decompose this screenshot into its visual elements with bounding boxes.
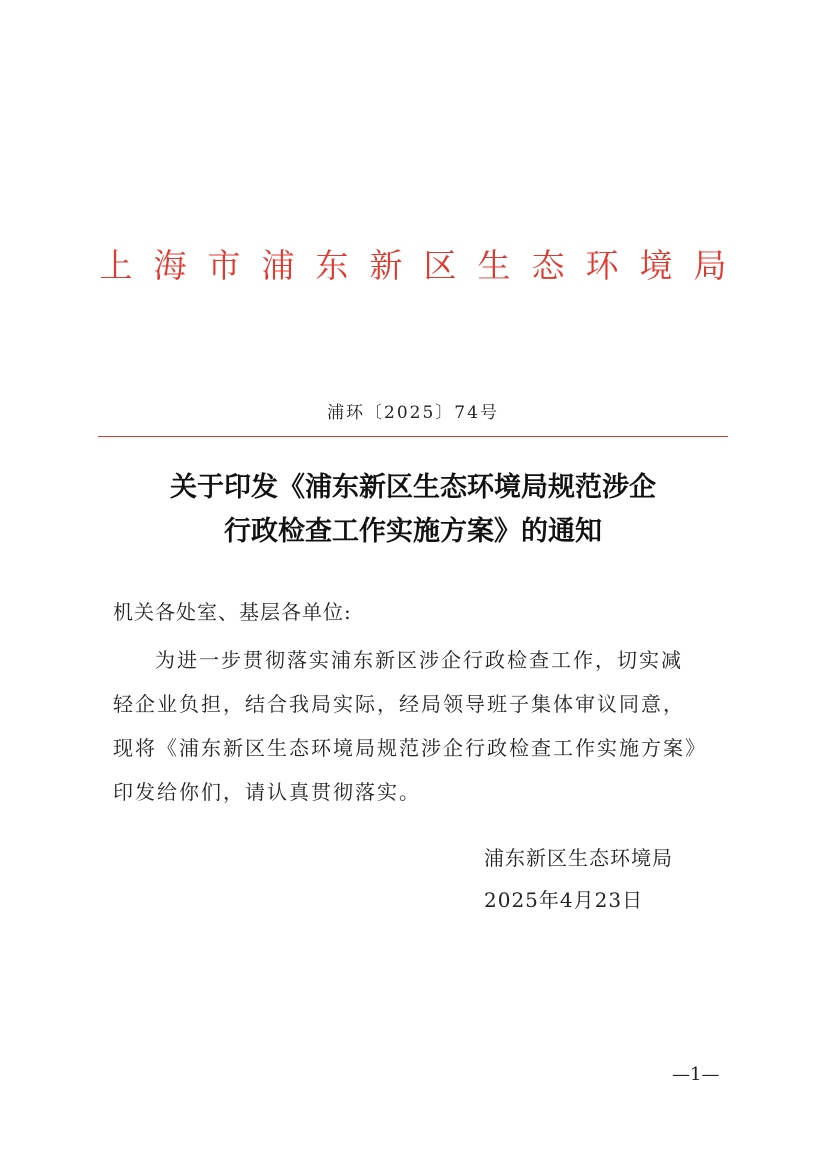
body-line: 轻企业负担，结合我局实际，经局领导班子集体审议同意，: [113, 692, 685, 716]
body-line: 印发给你们，请认真贯彻落实。: [113, 780, 421, 804]
document-title-line-1: 关于印发《浦东新区生态环境局规范涉企: [170, 472, 656, 503]
document-title: [0, 466, 826, 554]
body-line: 现将《浦东新区生态环境局规范涉企行政检查工作实施方案》: [113, 736, 707, 760]
document-title-line-2: 行政检查工作实施方案》的通知: [224, 516, 602, 547]
red-divider-line: [98, 436, 728, 437]
body-line: 为进一步贯彻落实浦东新区涉企行政检查工作，切实减: [155, 648, 683, 672]
body-paragraph: [113, 638, 738, 814]
page-number: —1—: [672, 1064, 720, 1085]
document-number: 浦环〔2025〕74号: [327, 403, 499, 423]
issuer-header-title: 上海市浦东新区生态环境局: [99, 246, 748, 285]
signature-organization: 浦东新区生态环境局: [484, 846, 673, 870]
salutation: 机关各处室、基层各单位:: [113, 600, 352, 624]
signature-date: 2025年4月23日: [484, 888, 644, 912]
